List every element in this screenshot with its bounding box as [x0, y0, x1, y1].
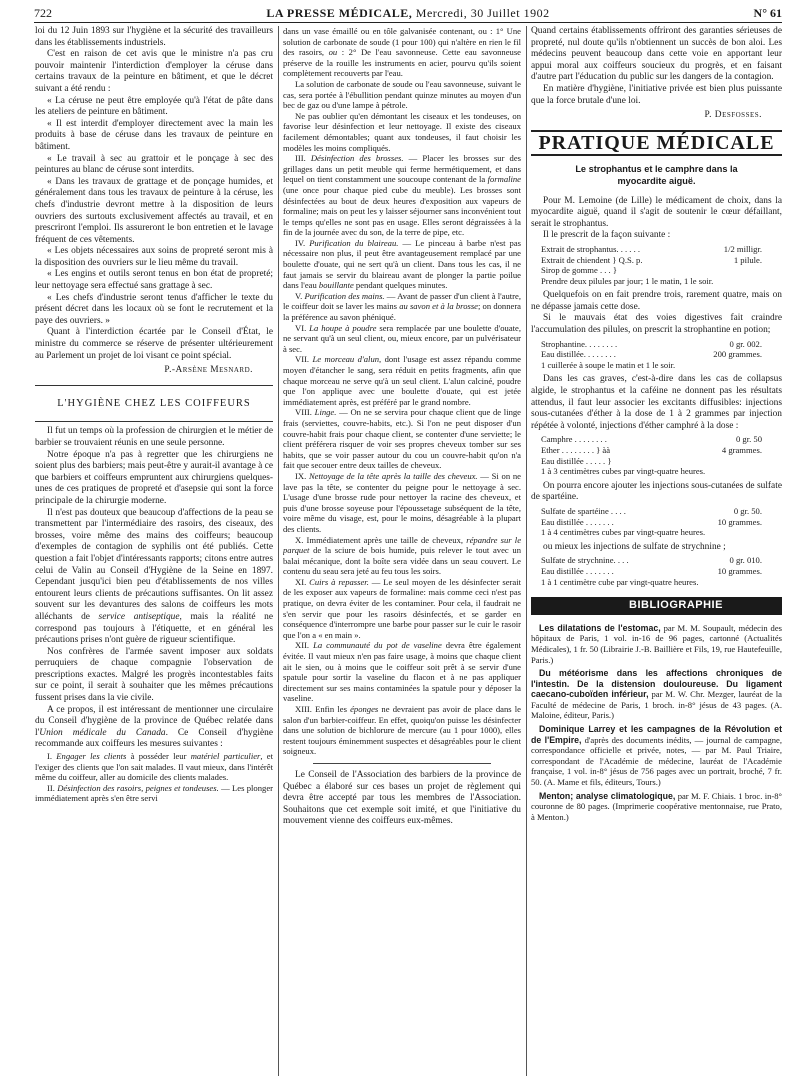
- bibliography-title: BIBLIOGRAPHIE: [531, 597, 782, 615]
- bibliography-list: [531, 623, 782, 823]
- prescription-line: [541, 255, 782, 266]
- prescription-line: [541, 360, 782, 371]
- text-run: Il n'est pas douteux que beaucoup d'affections de la peau se transmettent par l'intermédiaire des rasoirs, des ciseaux, des brosses, voire même des mains des coiffeurs; beaucoup d'exemples de contagion de syphilis ont été publiés. Cette question a fait l'objet d'intéressants rapports; citons entre autres celui de Valin au Conseil d'Hygiène de la Seine en 1897. Cependant jusqu'ici bien peu d'établissements de nos villes entourent leurs clients de précautions suffisantes. On lit assez souvent sur les devantures des salons de coiffeurs les mots alléchants de: [35, 507, 273, 622]
- text-run: . Ce Conseil d'hygiène recommande aux coiffeurs les mesures suivantes :: [35, 727, 273, 750]
- emphasis: Désinfection des brosses.: [310, 153, 404, 164]
- text-run: : 2° De l'eau savonneuse. Cette eau savonneuse préserve de la rouille les instruments en acier, pourvu qu'ils soient complètement recouverts par l'eau.: [283, 47, 521, 79]
- prescription-block: [541, 555, 782, 587]
- prescription-line: [541, 566, 782, 577]
- paragraph: Il le prescrit de la façon suivante :: [543, 230, 671, 241]
- prescription-label: Prendre deux pilules par jour; 1 le matin, 1 le soir.: [541, 275, 714, 286]
- journal-name: LA PRESSE MÉDICALE,: [266, 6, 413, 20]
- issue-date: Mercredi, 30 Juillet 1902: [412, 6, 550, 20]
- bibliography-entry-title: Dominique Larrey et les campagnes de la Révolution et de l'Empire,: [531, 724, 782, 745]
- prescription-value: 0 gr. 50: [735, 434, 762, 445]
- prescription-label: Strophantine. . . . . . . .: [541, 338, 618, 349]
- text-run: à posséder leur: [126, 751, 191, 762]
- text-run: — Si on ne lave pas la tête, se contenter du peigne pour le nettoyage à sec. L'usage d'une brosse rude pour nettoyer la racine des cheveux, et puis d'une brosse soyeuse pour l'époussetage subséquent de la tête, voire même du visage, est, pour le moins, désagréable à la plupart des clients.: [283, 470, 521, 534]
- bibliography-entry-text: d'après des documents inédits, — journal de campagne, correspondance officielle et privée, notes, — par M. Paul Triaire, correspondant de l'Académie de médecine, lauréat de l'Académie française, 1 vol. in-8° jésus de 756 pages avec un portrait, broché, 7 fr. 50. (A. Mame et fils, éditeurs, Tours.): [531, 734, 782, 788]
- bibliography-entry: [531, 724, 782, 788]
- bibliography-banner: [531, 597, 782, 615]
- paragraph: Quand certains établissements offriront des garanties sérieuses de propreté, nul doute qu'ils n'obtiennent un succès de bon aloi. Les médecins peuvent beaucoup dans cette voie en apportant leur appui moral aux coiffeurs soucieux du progrès, et en faisant d'autre part l'éducation du public sur les dangers de la contagion.: [531, 26, 782, 83]
- text-run: I.: [47, 751, 57, 762]
- text-run: sera remplacée par une boulette d'ouate, ne servant qu'à un seul client, ou, mieux encore, par un pulvérisateur à sec.: [283, 322, 521, 354]
- prescription-value: 10 grammes.: [717, 516, 762, 527]
- prescription-line: [541, 555, 782, 566]
- article-title: [531, 164, 782, 187]
- rule-item: Ne pas oublier qu'en démontant les ciseaux et les tondeuses, on favorise leur désinfection et leur nettoyage. Il existe des ciseaux facilement démontables; quant aux tondeuses, il faut choisir les modèles les moins compliqués.: [283, 110, 521, 153]
- column-divider: [278, 26, 279, 1076]
- text-run: III.: [295, 153, 311, 164]
- bibliography-entry-text: par M. W. Chr. Mezger, lauréat de la Faculté de médecine de Paris, 1 broch. in-8° jésus de 43 pages. (A. Maloine, éditeur, Paris.): [531, 689, 782, 721]
- text-run: — Le seul moyen de les désinfecter serait de les exposer aux vapeurs de formaline: mais comme ceci n'est pas pratique, on devra éviter de les contaminer. Pour cela, il faudrait ne s'en servir que pour les rasoirs désinfectés, et se garder en conséquence d'interrompre une barbe pour passer sur le cuir le rasoir que l'on a « en main ».: [283, 576, 521, 640]
- text-run: II.: [47, 782, 58, 793]
- emphasis: répandre sur le parquet: [283, 534, 521, 556]
- text-run: , mais la réalité ne correspond pas toujours à l'étiquette, et en général les précautions prises n'ont guère de rigueur scientifique.: [35, 611, 273, 646]
- prescription-label: Eau distillée . . . . . }: [541, 455, 612, 466]
- separator: [313, 763, 491, 764]
- text-run: XI.: [295, 576, 310, 587]
- bibliography-entry-title: Menton; analyse climatologique,: [539, 790, 676, 801]
- prescription-block: [541, 339, 782, 371]
- bibliography-entry-text: par M. F. Chiais. 1 broc. in-8° couronne de 80 pages. (Imprimerie coopérative mentonnaise, rue Prato, à Menton.): [531, 790, 782, 822]
- paragraph: Quelquefois on en fait prendre trois, rarement quatre, mais on ne dépasse jamais cette dose.: [531, 290, 782, 312]
- text-run: IX.: [295, 470, 309, 481]
- bibliography-entry: [531, 623, 782, 665]
- prescription-line: [541, 349, 782, 360]
- paragraph: Dans les cas graves, c'est-à-dire dans les cas de collapsus algide, le strophantus et la caféine ne donnent pas les résultats attendus, il faut leur associer les excitants diffusibles: injections sous-cutanées d'éther à la dose de 1 à 2 grammes par injection répétée à volonté, injections d'éther camphré à la dose :: [531, 374, 782, 431]
- prescription-label: Eau distillée. . . . . . . .: [541, 349, 616, 360]
- prescription-line: [541, 265, 782, 276]
- rule-item: [35, 751, 273, 783]
- text-run: — Le pinceau à barbe n'est pas nécessaire non plus, il peut être avantageusement remplacé par une boulette d'ouate, qui ne sert qu'à un client. Dans tous les cas, il ne faut jamais se servir du blaireau avant de plonger la partie poilue dans l'eau: [283, 237, 521, 291]
- section-banner: PRATIQUE MÉDICALE: [531, 130, 782, 157]
- paragraph: « Les chefs d'industrie seront tenus d'afficher le texte du présent décret dans les locaux où se font le recrutement et la paye des ouvriers. »: [35, 292, 273, 326]
- emphasis: Le morceau d'alun: [312, 354, 380, 365]
- bibliography-entry: [531, 791, 782, 823]
- rule-item: [283, 535, 521, 577]
- rule-item: [283, 640, 521, 704]
- prescription-label: Sulfate de spartéine . . . .: [541, 505, 626, 516]
- prescription-value: 1 pilule.: [733, 254, 762, 265]
- text-run: ne devraient pas avoir de place dans le salon d'un barbier-coiffeur. En effet, quoiqu'on puisse les désinfecter dans une solution de bichlorure de mercure (au 1 pour 1000), elles restent toujours éminemment suspectes et désagréables pour le client soigneux.: [283, 704, 521, 757]
- bibliography-entry-title: Du météorisme dans les affections chroniques de l'intestin. De la distension douloureuse. Du ligament caecano-cuboïden inférieur,: [531, 668, 782, 700]
- prescription-line: [541, 517, 782, 528]
- prescription-block: [541, 506, 782, 538]
- text-run: VII.: [295, 354, 313, 365]
- paragraph: « Les objets nécessaires aux soins de propreté seront mis à la disposition des ouvriers sur le lieu même du travail.: [35, 246, 273, 268]
- paragraph: On pourra encore ajouter les injections sous-cutanées de sulfate de spartéine.: [531, 480, 782, 503]
- author-signature: P.-Arsène Mesnard.: [164, 365, 253, 376]
- emphasis: Linge.: [314, 407, 337, 418]
- rule-item: [283, 704, 521, 757]
- text-run: XII.: [295, 640, 314, 651]
- paragraph: « La céruse ne peut être employée qu'à l'état de pâte dans les ateliers de peinture en bâtiment.: [35, 95, 273, 118]
- rule-item: [283, 238, 521, 291]
- section-title: L'HYGIÈNE CHEZ LES COIFFEURS: [57, 397, 251, 409]
- emphasis: ou: [328, 47, 338, 58]
- paragraph: Pour M. Lemoine (de Lille) le médicament de choix, dans la myocardite aiguë, quand il s'agit de soutenir le cœur défaillant, serait le strophantus.: [531, 195, 782, 229]
- emphasis: service antiseptique: [98, 611, 180, 622]
- column-1: [35, 26, 273, 1076]
- paragraph: [35, 705, 273, 751]
- prescription-label: Ether . . . . . . . . } àà: [541, 445, 611, 455]
- rule-item: [283, 323, 521, 355]
- text-run: — Avant de passer d'un client à l'autre, le coiffeur doit se laver les mains: [283, 290, 521, 312]
- text-run: dans un vase émaillé ou en tôle galvanisée contenant, ou : 1° Une solution de carbonate de soude (1 pour 100) qui n'altère en rien le fil des rasoirs,: [283, 26, 521, 58]
- rule-item: La solution de carbonate de soude ou l'eau savonneuse, suivant le cas, sera portée à l'ébullition pendant quinze minutes au moyen d'un bec de gaz ou d'une lampe à pétrole.: [283, 78, 521, 111]
- prescription-line: [541, 466, 782, 477]
- text-run: (une once pour chaque pied cube du meuble). Les brosses sont désinfectées au bout de deux heures d'exposition aux vapeurs de formaline; mais on peut les y laisser séjourner sans inconvénient tout le temps qu'elles ne sont pas en usage. Elles seront dégraissées à la fin de la journée avec du son, de la terre de pipe, etc.: [283, 184, 521, 238]
- prescription-line: [541, 456, 782, 467]
- text-run: A ce propos, il est intéressant de mentionner une circulaire du Conseil d'hygiène de la province de Québec relatée dans l': [35, 704, 273, 738]
- prescription-label: Camphre . . . . . . . .: [541, 434, 607, 445]
- column-divider: [526, 26, 527, 1076]
- emphasis: au savon et à la brosse: [399, 301, 478, 312]
- emphasis: Union médicale du Canada: [39, 727, 166, 738]
- prescription-value: 0 gr. 50.: [733, 505, 762, 516]
- emphasis: La communauté du pot de vaseline: [313, 640, 442, 651]
- emphasis: matériel particulier: [190, 751, 261, 762]
- prescription-label: 1 à 1 centimètre cube par vingt-quatre heures.: [541, 576, 699, 587]
- article-title-line: myocardite aiguë.: [617, 175, 696, 186]
- paragraph: « Il est interdit d'employer directement avec la main les produits à base de céruse dans les travaux de peinture en bâtiment.: [35, 118, 273, 152]
- section-rule: [35, 385, 273, 386]
- paragraph: Si le mauvais état des voies digestives fait craindre l'accumulation des pilules, on prescrit la strophantine en potion;: [531, 313, 782, 336]
- emphasis: Purification des mains.: [304, 290, 385, 301]
- paragraph: « Les engins et outils seront tenus en bon état de propreté; leur nettoyage sera effectué sans grattage à sec.: [35, 269, 273, 292]
- text-run: V.: [295, 290, 305, 301]
- journal-title: [34, 6, 782, 21]
- prescription-label: Extrait de strophantus. . . . . .: [541, 243, 641, 254]
- emphasis: Désinfection des rasoirs, peignes et tondeuses.: [57, 782, 219, 793]
- prescription-value: 200 grammes.: [713, 349, 762, 360]
- bibliography-entry-title: Les dilatations de l'estomac,: [539, 622, 661, 633]
- bibliography-entry: [531, 668, 782, 721]
- paragraph: C'est en raison de cet avis que le ministre n'a pas cru pouvoir maintenir l'interdiction d'employer la céruse dans certains travaux de la peinture en bâtiment, et que le décret suivant a été rendu :: [35, 49, 273, 94]
- paragraph: « Dans les travaux de grattage et de ponçage humides, et généralement dans tous les travaux de peinture à la céruse, les chefs d'industrie devront mettre à la disposition de leurs ouvriers des surtouts exclusivement affectés au travail, et en prescriront l'emploi. Ils assureront le bon entretien et le lavage fréquent de ces vêtements.: [35, 176, 273, 245]
- emphasis: Cuirs à repasser.: [309, 576, 369, 587]
- text-run: IV.: [295, 237, 310, 248]
- prescription-label: Eau distillée . . . . . . .: [541, 516, 614, 527]
- prescription-label: Sulfate de strychnine. . . .: [541, 555, 629, 566]
- text-run: devra être également évitée. Il vaut mieux n'en pas faire usage, à moins que chaque client ait le sien, ou à moins que le coiffeur soit prêt à se servir d'une spatule pour sortir la vaseline du flacon et à ne pas appliquer directement sur ses mains contaminées la spatule pour y déposer la vaseline.: [283, 640, 521, 704]
- paragraph: ou mieux les injections de sulfate de strychnine ;: [543, 541, 726, 552]
- column-2: [283, 26, 521, 1076]
- text-run: , dont l'usage est assez répandu comme moyen d'étancher le sang, sera réduit en petits fragments, afin que chaque morceau ne serve qu'à un seul client. L'alun calciné, poudre que l'on applique avec une boulette d'ouate, qui est jetée immédiatement après, est préféré par le grand nombre.: [283, 354, 521, 407]
- emphasis: La houpe à poudre: [309, 322, 377, 333]
- page-header: [34, 4, 782, 22]
- prescription-block: [541, 244, 782, 286]
- rule-item: [283, 26, 521, 79]
- prescription-label: 1 à 3 centimètres cubes par vingt-quatre heures.: [541, 466, 706, 477]
- paragraph: loi du 12 Juin 1893 sur l'hygiène et la sécurité des travailleurs dans les établissements industriels.: [35, 26, 273, 48]
- column-3: [531, 26, 782, 1076]
- rule-item: [283, 354, 521, 407]
- rule-item: [283, 291, 521, 323]
- prescription-label: Eau distillée . . . . . . .: [541, 565, 614, 576]
- emphasis: formaline: [487, 174, 521, 185]
- emphasis: Engager les clients: [56, 751, 127, 762]
- paragraph: Le Conseil de l'Association des barbiers de la province de Québec a élaboré sur ces bases un projet de règlement qui devra être accepté par tous les membres de l'Association. Souhaitons que cet exemple soit imité, et que l'initiative du mouvement vienne des coiffeurs eux-mêmes.: [283, 769, 521, 827]
- prescription-value: 0 gr. 010.: [729, 555, 762, 566]
- prescription-line: [541, 527, 782, 538]
- paragraph: [35, 508, 273, 647]
- prescription-value: 1/2 milligr.: [723, 243, 762, 254]
- prescription-line: [541, 434, 782, 445]
- prescription-block: [541, 434, 782, 476]
- prescription-label: 1 à 4 centimètres cubes par vingt-quatre heures.: [541, 527, 706, 538]
- prescription-value: 0 gr. 002.: [729, 338, 762, 349]
- text-run: XIII. Enfin les: [295, 704, 351, 714]
- emphasis: éponges: [350, 704, 379, 714]
- paragraph: Il fut un temps où la profession de chirurgien et le métier de barbier se trouvaient réunis en une seule personne.: [35, 426, 273, 448]
- text-run: — Placer les brosses sur des grillages dans un petit meuble qui ferme hermétiquement, et dans lequel on tient constamment une soucoupe contenant de la: [283, 153, 521, 185]
- text-run: X. Immédiatement après une taille de cheveux,: [295, 534, 467, 545]
- paragraph: Quant à l'interdiction écartée par le Conseil d'État, le ministre du commerce se réserve de présenter ultérieurement au Parlement un projet de loi visant ce point spécial.: [35, 327, 273, 361]
- rule-item: [283, 153, 521, 238]
- paragraph: « Le travail à sec au grattoir et le ponçage à sec des peintures au blanc de céruse sont interdits.: [35, 153, 273, 176]
- prescription-label: 1 cuillerée à soupe le matin et 1 le soir.: [541, 359, 676, 370]
- page-number: 722: [34, 6, 52, 20]
- rule-item: [283, 407, 521, 471]
- paragraph: En matière d'hygiène, l'initiative privée est bien plus puissante que la force brutale d'une loi.: [531, 83, 782, 106]
- prescription-label: Extrait de chiendent } Q.S. p.: [541, 254, 643, 265]
- prescription-line: [541, 244, 782, 255]
- author-signature: P. Desfosses.: [704, 110, 762, 121]
- text-run: , et l'exiger des clients que l'on sait malades. Il vaut mieux, dans l'intérêt même du coiffeur, aller au domicile des clients malades.: [35, 751, 273, 783]
- prescription-label: Sirop de gomme . . . }: [541, 265, 617, 276]
- header-rule: [34, 22, 782, 23]
- rule-item: [35, 783, 273, 804]
- rule-item: [283, 577, 521, 641]
- paragraph: Notre époque n'a pas à regretter que les chirurgiens ne soient plus des barbiers; mais peut-être y aurait-il avantage à ce que barbiers et coiffeurs empruntent aux chirurgiens quelques-unes de ces pratiques de propreté et d'asepsie qui sont la force principale de la chirurgie moderne.: [35, 449, 273, 506]
- text-run: de la sciure de bois humide, puis relever le tout avec un balai mécanique, dont la boîte sera vidée dans un seau couvert. Le contenu du seau sera jeté au feu tous les soirs.: [283, 545, 521, 577]
- text-run: — On ne se servira pour chaque client que de linge frais (serviettes, couvre-habits, etc.). Si l'on ne peut disposer d'un couvre-habit frais pour chaque client, se contenter d'une serviette; le client préférera risquer de voir ses propres cheveux tomber sur ses habits, que se voir passer autour du cou un couvre-habit qu'on n'a fait que secouer entre deux tailles de cheveux.: [283, 407, 521, 471]
- emphasis: Nettoyage de la tête après la taille des cheveux.: [308, 470, 478, 481]
- section-rule: [35, 421, 273, 422]
- text-run: — Les plonger immédiatement après s'en être servi: [35, 782, 273, 804]
- text-run: ; on donnera la préférence au savon phéniqué.: [283, 301, 521, 323]
- bibliography-entry-text: par M. M. Soupault, médecin des hôpitaux de Paris, 1 vol. in-16 de 96 pages, cartonné (Actualités Médicales), 1 fr. 50 (Librairie J.-B. Baillière et Fils, 19, rue Hautefeuille, Paris.): [531, 622, 782, 665]
- paragraph: Nos confrères de l'armée savent imposer aux soldats perruquiers de chaque compagnie l'observation de prescriptions exactes. Malgré les progrès incontestables faits sur ce point, il serait à souhaiter que les mêmes précautions fussent prises dans la vie civile.: [35, 646, 273, 704]
- issue-number: N° 61: [753, 6, 782, 20]
- prescription-value: 4 grammes.: [721, 445, 762, 455]
- article-title-line: Le strophantus et le camphre dans la: [575, 164, 738, 175]
- emphasis: bouillante: [318, 280, 354, 291]
- prescription-line: [541, 577, 782, 588]
- text-run: VIII.: [295, 407, 315, 418]
- prescription-line: [541, 445, 782, 456]
- prescription-value: 10 grammes.: [717, 565, 762, 576]
- prescription-line: [541, 339, 782, 350]
- text-run: pendant quelques minutes.: [353, 280, 448, 291]
- text-run: VI.: [295, 322, 310, 333]
- prescription-line: [541, 506, 782, 517]
- rule-item: [283, 471, 521, 535]
- prescription-line: [541, 276, 782, 287]
- emphasis: Purification du blaireau.: [309, 237, 399, 248]
